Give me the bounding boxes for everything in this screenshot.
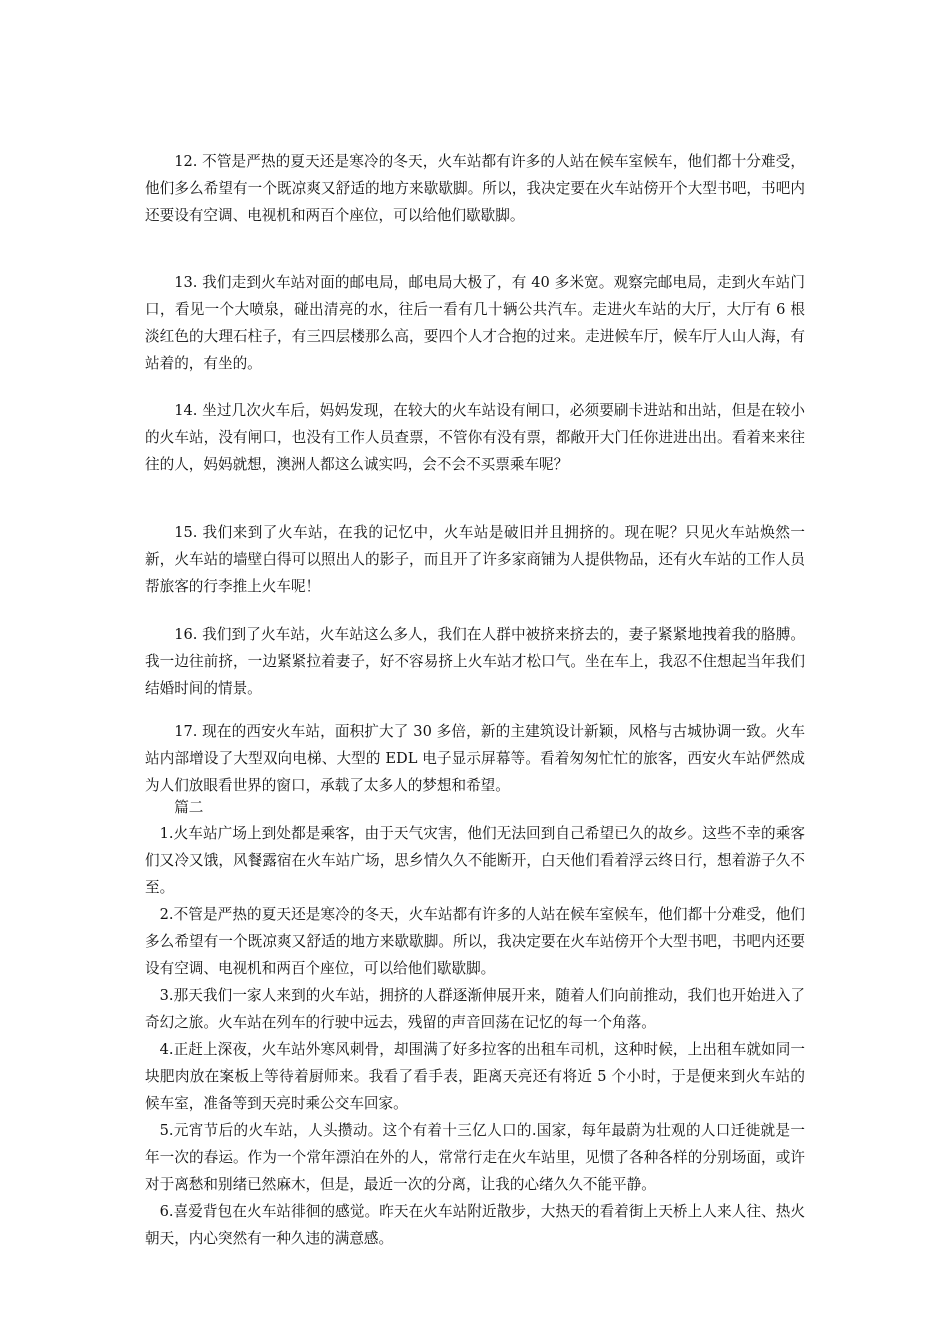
paragraph-12: 12. 不管是严热的夏天还是寒冷的冬天，火车站都有许多的人站在候车室候车，他们都十分难受，他们多么希望有一个既凉爽又舒适的地方来歇歇脚。所以，我决定要在火车站傍开个大型书吧，书吧内还要设有空调、电视机和两百个座位，可以给他们歇歇脚。 bbox=[145, 153, 805, 224]
list-item: 1.火车站广场上到处都是乘客，由于天气灾害，他们无法回到自己希望已久的故乡。这些不幸的乘客们又冷又饿，风餐露宿在火车站广场，思乡情久久不能断开，白天他们看着浮云终日行，想着游子久不至。 bbox=[145, 825, 805, 896]
section-title: 篇二 bbox=[174, 799, 204, 816]
list-item: 4.正赶上深夜，火车站外寒风刺骨，却围满了好多拉客的出租车司机，这种时候，上出租车就如同一块肥肉放在案板上等待着厨师来。我看了看手表，距离天亮还有将近 5 个小时，于是便来到火车站的候车室，准备等到天亮时乘公交车回家。 bbox=[145, 1041, 805, 1112]
section-2-list bbox=[145, 820, 805, 1252]
paragraph-16: 16. 我们到了火车站，火车站这么多人，我们在人群中被挤来挤去的，妻子紧紧地拽着我的胳膊。我一边往前挤，一边紧紧拉着妻子，好不容易挤上火车站才松口气。坐在车上，我忍不住想起当年我们结婚时间的情景。 bbox=[145, 626, 805, 697]
document-page bbox=[145, 0, 805, 1344]
list-item: 2.不管是严热的夏天还是寒冷的冬天，火车站都有许多的人站在候车室候车，他们都十分难受，他们多么希望有一个既凉爽又舒适的地方来歇歇脚。所以，我决定要在火车站傍开个大型书吧，书吧内还要设有空调、电视机和两百个座位，可以给他们歇歇脚。 bbox=[145, 906, 805, 977]
paragraph-17: 17. 现在的西安火车站，面积扩大了 30 多倍，新的主建筑设计新颖，风格与古城协调一致。火车站内部增设了大型双向电梯、大型的 EDL 电子显示屏幕等。看着匆匆忙忙的旅客，西安火车站俨然成为人们放眼看世界的窗口，承载了太多人的梦想和希望。 bbox=[145, 723, 805, 794]
list-item: 5.元宵节后的火车站，人头攒动。这个有着十三亿人口的.国家，每年最蔚为壮观的人口迁徙就是一年一次的春运。作为一个常年漂泊在外的人，常常行走在火车站里，见惯了各种各样的分别场面，或许对于离愁和别绪已然麻木，但是，最近一次的分离，让我的心绪久久不能平静。 bbox=[145, 1122, 805, 1193]
paragraph-14: 14. 坐过几次火车后，妈妈发现，在较大的火车站设有闸口，必须要刷卡进站和出站，但是在较小的火车站，没有闸口，也没有工作人员查票，不管你有没有票，都敞开大门任你进进出出。看着来来往往的人，妈妈就想，澳洲人都这么诚实吗，会不会不买票乘车呢？ bbox=[145, 402, 805, 473]
list-item: 3.那天我们一家人来到的火车站，拥挤的人群逐渐伸展开来，随着人们向前推动，我们也开始进入了奇幻之旅。火车站在列车的行驶中远去，残留的声音回荡在记忆的每一个角落。 bbox=[145, 987, 805, 1031]
list-item: 6.喜爱背包在火车站徘徊的感觉。昨天在火车站附近散步，大热天的看着街上天桥上人来人往、热火朝天，内心突然有一种久违的满意感。 bbox=[145, 1203, 805, 1247]
paragraph-15: 15. 我们来到了火车站，在我的记忆中，火车站是破旧并且拥挤的。现在呢？只见火车站焕然一新，火车站的墙壁白得可以照出人的影子，而且开了许多家商铺为人提供物品，还有火车站的工作人员帮旅客的行李推上火车呢！ bbox=[145, 524, 805, 595]
paragraph-13: 13. 我们走到火车站对面的邮电局，邮电局大极了，有 40 多米宽。观察完邮电局，走到火车站门口，看见一个大喷泉，碰出清亮的水，往后一看有几十辆公共汽车。走进火车站的大厅，大厅有 6 根淡红色的大理石柱子，有三四层楼那么高，要四个人才合抱的过来。走进候车厅，候车厅人山人海，有站着的，有坐的。 bbox=[145, 274, 805, 372]
